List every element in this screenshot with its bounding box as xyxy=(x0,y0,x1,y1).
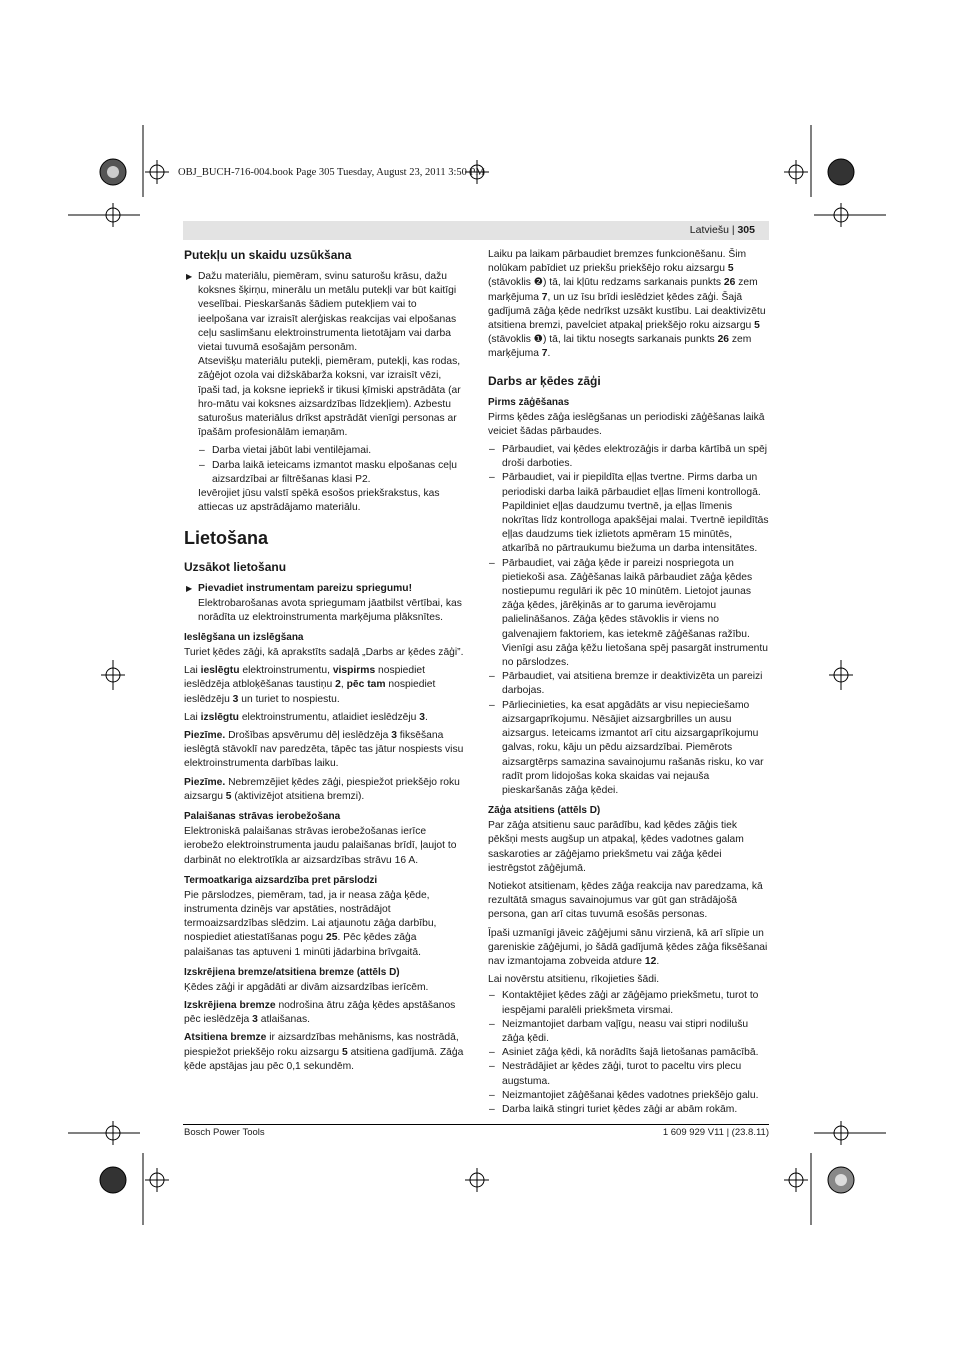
list-item: – Pārliecinieties, ka esat apgādāts ar visu nepieciešamo aizsargaprīkojumu. Nēsājiet aizsargbrilles un ausu aizsargus. Ieteicams izmantot arī citu aizsargaprīkojumu galvas, roku, kāju un pēdu aizsardzībai. Piemērots aizsargtērps samazina savainojumu rašanās risku, ko var radīt prom lidojošas koka skaidas vai nejauša pieskaršanās zāģa ķēdei. xyxy=(489,699,764,796)
header-language: Latviešu xyxy=(689,224,729,236)
page-header-bar xyxy=(183,221,769,240)
dust-paragraph xyxy=(184,355,465,515)
paragraph: Lai ieslēgtu elektroinstrumentu, vispirms nospiediet ieslēdzēja atbloķēšanas taustiņu 2, pēc tam nospiediet ieslēdzēju 3 un turiet to nospiestu. xyxy=(184,665,436,705)
list-item: – Asiniet zāģa ķēdi, kā norādīts šajā lietošanas pamācībā. xyxy=(489,1047,759,1059)
footer-rule xyxy=(183,1124,769,1125)
heading-start: Uzsākot lietošanu xyxy=(184,560,287,575)
paragraph: Lai izslēgtu elektroinstrumentu, atlaidiet ieslēdzēju 3. xyxy=(184,711,428,723)
bullet-arrow-icon: ▶ xyxy=(186,272,193,281)
paragraph: Turiet ķēdes zāģi, kā aprakstīts sadaļā „Darbs ar ķēdes zāģi”. xyxy=(184,647,464,659)
dust-paragraph-text: Ievērojiet jūsu valstī spēkā esošos priekšrakstus, kas attiecas uz apstrādājamo materiālu. xyxy=(198,488,440,514)
list-item: – Darba laikā stingri turiet ķēdes zāģi ar abām rokām. xyxy=(489,1103,738,1115)
paragraph: Pirms ķēdes zāģa ieslēgšanas un periodiski zāģēšanas laikā veiciet šādas pārbaudes. xyxy=(488,411,765,437)
before-checklist xyxy=(488,443,769,798)
list-item: – Pārbaudiet, vai ir piepildīta eļļas tvertne. Pirms darba un periodiski darba laikā pārbaudiet eļļas līmeni kontrollogā. Papildiniet eļļas daudzumu tvertnē, ja eļļas līmenis nokrītas līdz kontrolloga apakšējai malai. Tvertnē iepildītās eļļas daudzums tiek izlietots apmēram 15 minūtēs, atkarībā no pārtraukumu biežuma un darba intensitātes. xyxy=(489,472,769,555)
page-header xyxy=(690,224,755,236)
paragraph: Notiekot atsitienam, ķēdes zāģa reakcija nav paredzama, kā rezultātā smagus savainojumus var gūt gan strādājošā persona, gan arī citas tuvumā esošās personas. xyxy=(488,880,763,921)
list-item: – Kontaktējiet ķēdes zāģi ar zāģējamo priekšmetu, turot to iespējami paralēli priekšmeta virsmai. xyxy=(489,990,759,1016)
voltage-warning: ▶ Pievadiet instrumentam pareizu spriegumu! Elektrobarošanas avota spriegumam jāatbilst vērtībai, kas norādīta uz elektroinstrumenta marķējuma plāksnītes. xyxy=(186,583,462,623)
note: Piezīme. Nebremzējiet ķēdes zāģi, piespiežot priekšējo roku aizsargu 5 (aktivizējot atsitiena bremzi). xyxy=(184,776,460,802)
list-item: – Pārbaudiet, vai atsitiena bremze ir deaktivizēta un pareizi darbojas. xyxy=(489,671,763,697)
paragraph: Izskrējiena bremze nodrošina ātru zāģa ķēdes apstāšanos pēc ieslēdzēja 3 atlaišanas. xyxy=(184,999,456,1026)
left-column xyxy=(184,248,465,1078)
heading-before: Pirms zāģēšanas xyxy=(488,396,570,408)
footer-doc-number: 1 609 929 V11 | (23.8.11) xyxy=(662,1127,769,1138)
dust-warning xyxy=(184,270,465,355)
paragraph: Lai novērstu atsitienu, rīkojieties šādi. xyxy=(488,974,660,986)
list-item: – Darba vietai jābūt labi ventilējamai. xyxy=(199,445,372,457)
paragraph: Par zāģa atsitienu sauc parādību, kad ķēdes zāģis tiek pēkšņi mests augšup un atpakaļ, ķēdes vadotnes galam saskaroties ar zāģējamo priekšmetu vai zāģa ķēdei iestrēgstot zāģējumā. xyxy=(488,820,744,874)
list-item: – Pārbaudiet, vai zāģa ķēde ir pareizi nospriegota un pietiekoši asa. Zāģēšanas laikā pārbaudiet zāģa ķēdes nostiepumu regulāri ik pēc 10 minūtēm. Lietojot jaunas zāģa ķēdes, jārēķinās ar to garuma ievērojamu palielināšanos. Zāģa ķēdes stāvoklis ir viens no galvenajiem faktoriem, kas ietekmē zāģēšanas ražību. Vienīgi asu zāģa ķēžu lietošana spēj pasargāt instrumentu no pārslodzes. xyxy=(489,557,768,669)
list-item: – Neizmantojiet zāģēšanai ķēdes vadotnes priekšējo galu. xyxy=(489,1089,759,1101)
footer-brand: Bosch Power Tools xyxy=(184,1127,265,1138)
paragraph: Ķēdes zāģi ir apgādāti ar divām aizsardzības ierīcēm. xyxy=(184,981,429,993)
dust-warning-text: Dažu materiālu, piemēram, svinu saturošu krāsu, dažu koksnes šķirņu, minerālu un metālu putekļi var būt kaitīgi veselībai. Pieskaršanās šādiem putekļiem vai to ieelpošana var izraisīt alerģiskas reakcijas vai elpošanas ceļu saslimšanu elektroinstrumenta lietotājam vai darba vietai tuvumā esošajām personām. xyxy=(198,271,457,354)
page-number: 305 xyxy=(737,224,755,236)
note: Piezīme. Drošības apsvērumu dēļ ieslēdzēja 3 fiksēšana ieslēgtā stāvoklī nav paredzēta, tāpēc tas jātur nospiests visu elektroinstrumenta darbības laiku. xyxy=(184,730,464,770)
heading-onoff: Ieslēgšana un izslēgšana xyxy=(184,632,304,644)
paragraph: Pie pārslodzes, piemēram, tad, ja ir neasa zāģa ķēde, instrumenta dzinējs var apstāties, nostrādājot termoaizsardzības slēdzim. Lai atjaunotu zāģa darbību, nospiediet atiestatīšanas pogu 25. Pēc ķēdes zāģa palaišanas tas aptuveni 1 minūti jādarbina brīvgaitā. xyxy=(184,889,437,958)
paragraph: Īpaši uzmanīgi jāveic zāģējumi sānu virzienā, kā arī slīpie un gareniskie zāģējumi, jo šādā gadījumā ķēdes zāģa fiksēšanai nav izmantojama zobveida atdure 12. xyxy=(488,927,768,967)
list-item: – Pārbaudiet, vai ķēdes elektrozāģis ir darba kārtībā un spēj droši darboties. xyxy=(489,444,768,470)
kickback-list xyxy=(488,989,769,1117)
right-column xyxy=(488,248,769,1117)
print-info-line: OBJ_BUCH-716-004.book Page 305 Tuesday, August 23, 2011 3:50 PM xyxy=(178,167,485,178)
heading-current-limit: Palaišanas strāvas ierobežošana xyxy=(184,811,341,823)
paragraph: Atsitiena bremze ir aizsardzības mehānisms, kas nostrādā, piespiežot priekšējo roku aizsargu 5 atsitiena gadījumā. Zāģa ķēde apstājas jau pēc 0,1 sekundēm. xyxy=(184,1032,464,1072)
heading-dust: Putekļu un skaidu uzsūkšana xyxy=(184,248,352,262)
list-item: – Darba laikā ieteicams izmantot masku elpošanas ceļu aizsardzībai ar filtrēšanas klasi P2. xyxy=(199,459,457,485)
list-item: – Nestrādājiet ar ķēdes zāģi, turot to paceltu virs plecu augstuma. xyxy=(489,1061,742,1087)
list-item: – Neizmantojiet darbam vaļīgu, neasu vai stipri nodilušu zāģa ķēdi. xyxy=(489,1018,749,1044)
paragraph: Laiku pa laikam pārbaudiet bremzes funkcionēšanu. Šim nolūkam pabīdiet uz priekšu priekšējo roku aizsargu 5 (stāvoklis ❷) tā, lai kļūtu redzams sarkanais punkts 26 zem marķējuma 7, un uz īsu brīdi ieslēdziet ķēdes zāģi. Šajā gadījumā zāģa ķēde nedrīkst uzsākt kustību. Lai deaktivizētu atsitiena bremzi, pavelciet atpakaļ priekšējo roku aizsargu 5 (stāvoklis ❶) tā, lai tiktu nosegts sarkanais punkts 26 zem marķējuma 7. xyxy=(488,249,766,360)
dust-paragraph-text: Atsevišķu materiālu putekļi, piemēram, putekļi, kas rodas, zāģējot ozola vai dižskābarža koksni, var izraisīt vēzi, īpaši tad, ja koksne iepriekš ir tikusi ķīmiski apstrādāta (ar hro-mātu vai koksnes aizsardzības līdzekļiem). Azbestu saturošus materiālus drīkst apstrādāt vienīgi personas ar īpašām profesionālām iemaņām. xyxy=(198,356,461,439)
section-title: Lietošana xyxy=(184,528,269,549)
header-separator: | xyxy=(728,224,738,236)
heading-work: Darbs ar ķēdes zāģi xyxy=(488,373,601,388)
heading-kickback: Zāģa atsitiens (attēls D) xyxy=(488,805,601,817)
paragraph: Elektroniskā palaišanas strāvas ierobežošanas ierīce ierobežo elektroinstrumenta jaudu palaišanas brīdī, ļaujot to darbināt no elektrotīkla ar aizsardzības strāvu 16 A. xyxy=(184,826,457,866)
heading-brake: Izskrējiena bremze/atsitiena bremze (attēls D) xyxy=(184,966,400,978)
bullet-arrow-icon: ▶ xyxy=(186,584,193,594)
heading-thermal: Termoatkariga aizsardzība pret pārslodzi xyxy=(184,874,378,886)
